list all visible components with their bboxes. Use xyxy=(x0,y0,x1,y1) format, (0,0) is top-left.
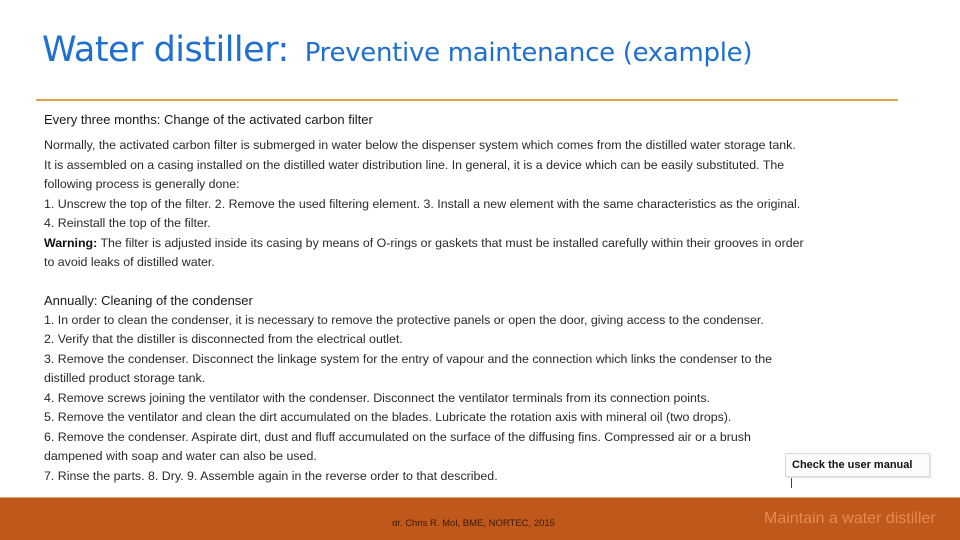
text-line: 6. Remove the condenser. Aspirate dirt, dust and fluff accumulated on the surface of the diffusing fins. Compressed air or a brush xyxy=(44,429,751,444)
section-quarterly-text xyxy=(44,136,944,273)
title-subtitle: Preventive maintenance (example) xyxy=(304,38,753,68)
title-divider xyxy=(36,99,898,101)
warning-line xyxy=(44,234,944,254)
text-line: 3. Remove the condenser. Disconnect the linkage system for the entry of vapour and the connection which links the condenser to the xyxy=(44,351,773,366)
footer-topic: Maintain a water distiller xyxy=(764,510,936,527)
title-main: Water distiller: xyxy=(42,30,289,70)
text-line: 5. Remove the ventilator and clean the dirt accumulated on the blades. Lubricate the rotation axis with mineral oil (two drops). xyxy=(44,410,732,424)
text-line: to avoid leaks of distilled water. xyxy=(44,255,215,269)
slide-body xyxy=(44,110,944,486)
text-line: 1. In order to clean the condenser, it is necessary to remove the protective panels or open the door, giving access to the condenser. xyxy=(44,312,764,327)
text-line: Normally, the activated carbon filter is submerged in water below the dispenser system which comes from the distilled water storage tank. xyxy=(44,138,796,152)
footer-author: dr. Chris R. Mol, BME, NORTEC, 2015 xyxy=(392,518,555,529)
text-line: 2. Verify that the distiller is disconnected from the electrical outlet. xyxy=(44,332,403,346)
text-line: distilled product storage tank. xyxy=(44,371,206,385)
text-line: 1. Unscrew the top of the filter. 2. Remove the used filtering element. 3. Install a new element with the same characteristics as the original. xyxy=(44,196,801,211)
warning-label: Warning: xyxy=(44,235,98,250)
text-line: 4. Remove screws joining the ventilator with the condenser. Disconnect the ventilator terminals from its connection points. xyxy=(44,390,710,405)
footer-divider xyxy=(0,497,960,498)
section-heading-quarterly: Every three months: Change of the activated carbon filter xyxy=(44,112,373,127)
section-heading-annual: Annually: Cleaning of the condenser xyxy=(44,292,253,308)
slide-title xyxy=(42,30,752,70)
warning-text: The filter is adjusted inside its casing by means of O-rings or gaskets that must be installed carefully within their grooves in order xyxy=(97,235,804,250)
text-line: 7. Rinse the parts. 8. Dry. 9. Assemble again in the reverse order to that described. xyxy=(44,468,498,483)
check-manual-callout: Check the user manual xyxy=(785,453,930,477)
text-line: 4. Reinstall the top of the filter. xyxy=(44,216,211,230)
text-line: following process is generally done: xyxy=(44,177,240,191)
text-line: dampened with soap and water can also be used. xyxy=(44,449,317,463)
text-line: It is assembled on a casing installed on the distilled water distribution line. In general, it is a device which can be easily substituted. The xyxy=(44,157,785,172)
callout-pointer xyxy=(791,478,792,488)
